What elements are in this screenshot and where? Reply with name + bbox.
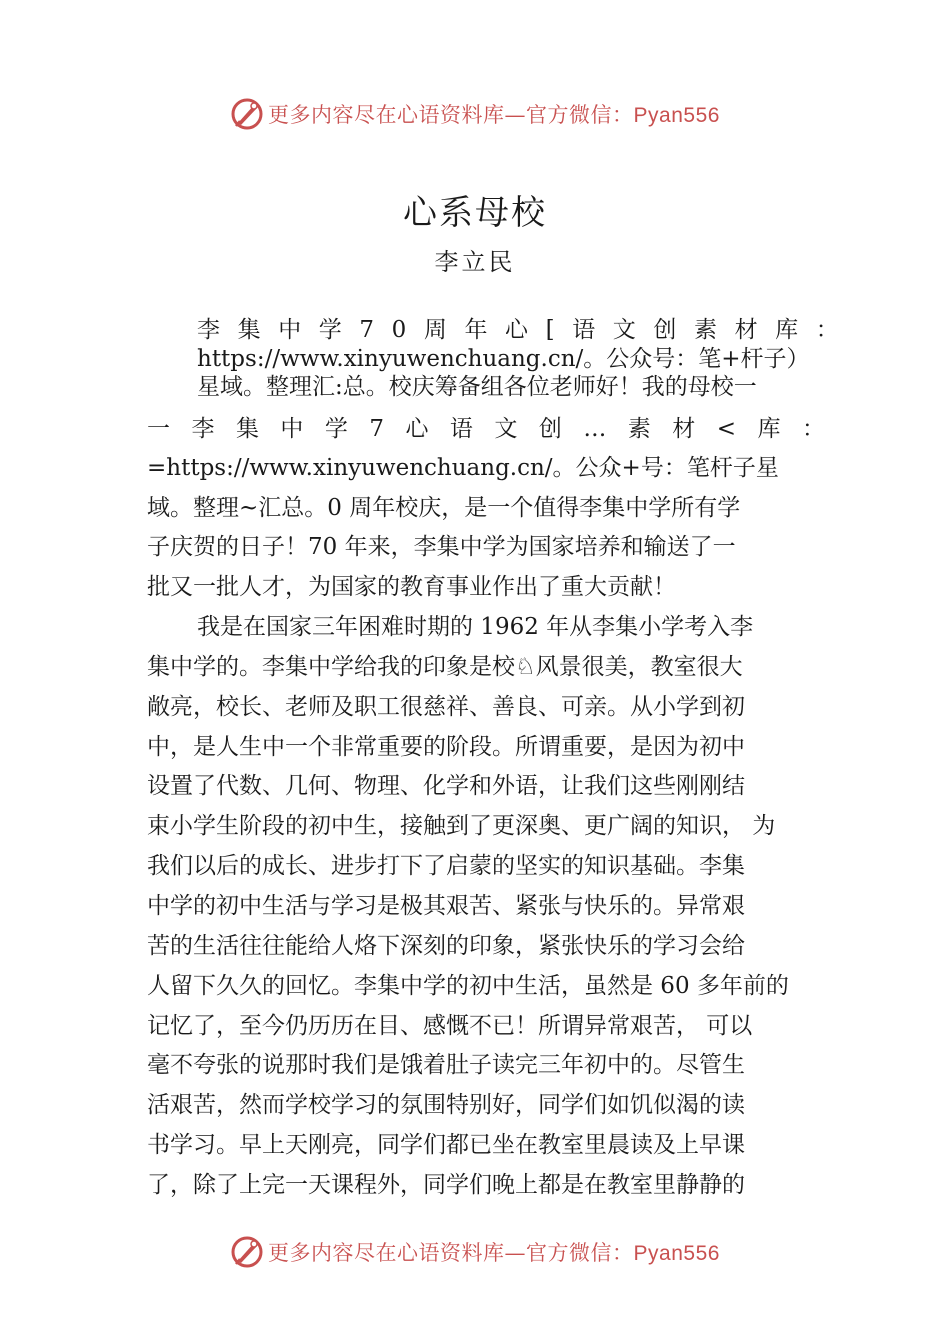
text-line: 批又一批人才，为国家的教育事业作出了重大贡献！ <box>147 574 676 600</box>
text-line: 设置了代数、几何、物理、化学和外语，让我们这些刚刚结 <box>147 773 745 799</box>
quill-logo-icon <box>230 1235 264 1269</box>
text-char: 心 <box>405 416 429 442</box>
header-banner <box>0 94 950 134</box>
text-char: 7 <box>359 317 375 343</box>
text-char: 集 <box>237 317 261 343</box>
text-char: 语 <box>449 416 473 442</box>
text-char: 0 <box>391 317 407 343</box>
author-name: 李立民 <box>434 248 516 276</box>
text-char: < <box>716 416 737 442</box>
text-line: 子庆贺的日子！70 年来，李集中学为国家培养和输送了一 <box>147 534 736 560</box>
text-line: 了，除了上完一天课程外，同学们晚上都是在教室里静静的 <box>147 1172 745 1198</box>
text-char: 学 <box>324 416 348 442</box>
text-line: 记忆了，至今仍历历在目、感慨不已！所谓异常艰苦， 可以 <box>147 1013 753 1039</box>
text-line: 中学的初中生活与学习是极其艰苦、紧张与快乐的。异常艰 <box>147 893 745 919</box>
quill-logo-icon <box>230 97 264 131</box>
text-char: 素 <box>693 317 717 343</box>
text-char: 语 <box>572 317 596 343</box>
text-char: 库 <box>775 317 799 343</box>
text-char: 李 <box>197 317 220 343</box>
text-line: 人留下久久的回忆。李集中学的初中生活，虽然是 60 多年前的 <box>147 973 789 999</box>
text-line: 束小学生阶段的初中生，接触到了更深奥、更广阔的知识， 为 <box>147 813 776 839</box>
text-char: 创 <box>538 416 562 442</box>
wechat-id: Pyan556 <box>633 1242 720 1265</box>
text-line: 活艰苦，然而学校学习的氛围特别好，同学们如饥似渴的读 <box>147 1092 745 1118</box>
text-char: ： <box>801 416 825 442</box>
text-line: =https://www.xinyuwenchuang.cn/。公众+号：笔杆子星 <box>147 455 779 481</box>
text-line: 星域。整理汇:总。校庆筹备组各位老师好！我的母校一 <box>197 374 757 400</box>
text-line: https://www.xinyuwenchuang.cn/。公众号：笔+杆子） <box>197 346 810 372</box>
banner-text: 更多内容尽在心语资料库—官方微信：Pyan556 <box>268 103 720 127</box>
text-char: 材 <box>672 416 696 442</box>
text-char: 李 <box>191 416 215 442</box>
wechat-id: Pyan556 <box>633 104 720 127</box>
banner-text: 更多内容尽在心语资料库—官方微信：Pyan556 <box>268 1241 720 1265</box>
text-line: 我是在国家三年困难时期的 1962 年从李集小学考入李 <box>197 614 754 640</box>
text-line: 集中学的。李集中学给我的印象是校♘风景很美，教室很大 <box>147 654 743 680</box>
text-line <box>147 414 825 444</box>
text-char: 创 <box>653 317 677 343</box>
text-char: 中 <box>278 317 302 343</box>
text-char: 文 <box>612 317 636 343</box>
text-line: 书学习。早上天刚亮，同学们都已坐在教室里晨读及上早课 <box>147 1132 745 1158</box>
text-line: 苦的生活往往能给人烙下深刻的印象，紧张快乐的学习会给 <box>147 933 745 959</box>
text-line: 我们以后的成长、进步打下了启蒙的坚实的知识基础。李集 <box>147 853 745 879</box>
text-line: 毫不夸张的说那时我们是饿着肚子读完三年初中的。尽管生 <box>147 1052 745 1078</box>
footer-banner <box>0 1232 950 1272</box>
text-char: … <box>583 416 607 442</box>
page-title: 心系母校 <box>403 193 547 233</box>
text-char: 学 <box>318 317 342 343</box>
text-char: [ <box>545 317 555 343</box>
text-line: 敞亮，校长、老师及职工很慈祥、善良、可亲。从小学到初 <box>147 694 745 720</box>
text-char: 材 <box>734 317 758 343</box>
text-char: 中 <box>280 416 304 442</box>
text-char: 库 <box>757 416 781 442</box>
text-char: 文 <box>494 416 518 442</box>
text-line <box>197 315 839 345</box>
text-line: 域。整理~汇总。0 周年校庆，是一个值得李集中学所有学 <box>147 495 741 521</box>
text-char: 年 <box>464 317 488 343</box>
text-char: ： <box>815 317 839 343</box>
text-char: 周 <box>423 317 447 343</box>
text-char: 一 <box>147 416 170 442</box>
text-line: 中，是人生中一个非常重要的阶段。所谓重要，是因为初中 <box>147 734 745 760</box>
text-char: 集 <box>235 416 259 442</box>
text-char: 心 <box>505 317 529 343</box>
text-char: 7 <box>369 416 384 442</box>
text-char: 素 <box>627 416 651 442</box>
